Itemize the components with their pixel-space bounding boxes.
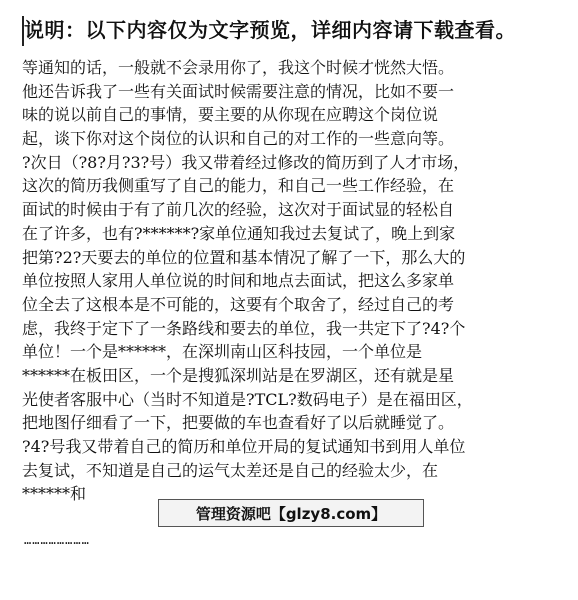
body-line: 把地图仔细看了一下，把要做的车也查看好了以后就睡觉了。 [22, 413, 455, 433]
body-line: ?次日（?8?月?3?号）我又带着经过修改的简历到了人才市场， [22, 152, 470, 172]
body-line: 把第?2?天要去的单位的位置和基本情况了解了一下，那么大的 [22, 247, 466, 267]
truncation-ellipsis: …………………… [24, 533, 90, 547]
body-line: 单位按照人家用人单位说的时间和地点去面试，把这么多家单 [22, 271, 455, 291]
body-line: 位全去了这根本是不可能的，这要有个取舍了，经过自己的考 [22, 294, 455, 314]
body-line: 味的说以前自己的事情，要主要的从你现在应聘这个岗位说 [22, 105, 439, 125]
body-line: ?4?号我又带着自己的简历和单位开局的复试通知书到用人单位 [22, 437, 466, 456]
document-body [22, 56, 562, 506]
body-line: 在了许多，也有?******?家单位通知我过去复试了，晚上到家 [22, 223, 456, 243]
body-line: 单位！一个是******，在深圳南山区科技园，一个单位是 [22, 342, 423, 362]
body-line: 他还告诉我了一些有关面试时候需要注意的情况，比如不要一 [22, 81, 455, 101]
site-watermark-banner: 管理资源吧【glzy8.com】 [158, 499, 424, 527]
body-line: 起，谈下你对这个岗位的认识和自己的对工作的一些意向等。 [22, 129, 455, 149]
preview-notice: 说明：以下内容仅为文字预览，详细内容请下载查看。 [24, 18, 516, 42]
body-line: 光使者客服中心（当时不知道是?TCL?数码电子）是在福田区， [22, 389, 473, 409]
body-line: 面试的时候由于有了前几次的经验，这次对于面试显的轻松自 [22, 200, 455, 220]
body-line: 虑，我终于定下了一条路线和要去的单位，我一共定下了?4?个 [22, 318, 466, 338]
body-line: 去复试，不知道是自己的运气太差还是自己的经验太少，在 [22, 460, 439, 480]
body-line: ******和 [22, 484, 87, 504]
body-line: ******在板田区，一个是搜狐深圳站是在罗湖区，还有就是星 [22, 365, 455, 385]
body-line: 等通知的话，一般就不会录用你了，我这个时候才恍然大悟。 [22, 58, 455, 77]
body-line: 这次的简历我侧重写了自己的能力，和自己一些工作经验，在 [22, 176, 455, 196]
